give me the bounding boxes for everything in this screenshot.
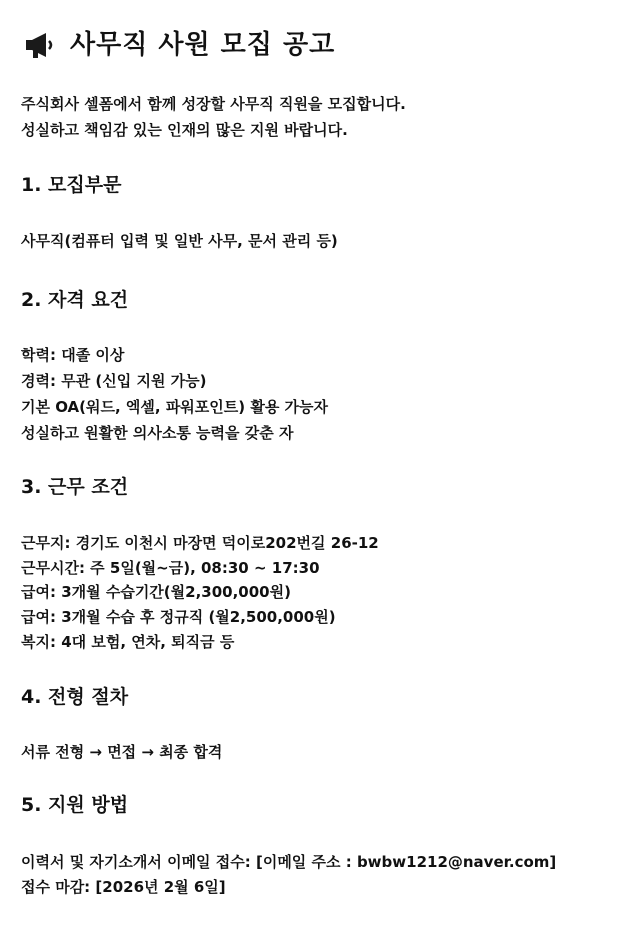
condition-salary-regular: 급여: 3개월 수습 후 정규직 (월2,500,000원) <box>21 608 336 626</box>
application-deadline: 접수 마감: [2026년 2월 6일] <box>21 878 226 896</box>
intro-line-2: 성실하고 책임감 있는 인재의 많은 지원 바랍니다. <box>21 121 348 139</box>
page-title: 사무직 사원 모집 공고 <box>70 30 336 60</box>
application-email: 이력서 및 자기소개서 이메일 접수: [이메일 주소 : bwbw1212@naver.com] <box>21 853 557 871</box>
qualification-experience: 경력: 무관 (신입 지원 가능) <box>21 372 207 390</box>
section-heading-application: 5. 지원 방법 <box>21 794 129 816</box>
process-steps: 서류 전형 → 면접 → 최종 합격 <box>21 743 223 761</box>
qualification-communication: 성실하고 원활한 의사소통 능력을 갖춘 자 <box>21 424 294 442</box>
recruitment-detail: 사무직(컴퓨터 입력 및 일반 사무, 문서 관리 등) <box>21 232 338 250</box>
qualification-oa: 기본 OA(워드, 엑셀, 파워포인트) 활용 가능자 <box>21 398 329 416</box>
qualification-education: 학력: 대졸 이상 <box>21 346 125 364</box>
condition-benefits: 복지: 4대 보험, 연차, 퇴직금 등 <box>21 633 235 651</box>
megaphone-icon <box>24 30 56 60</box>
condition-hours: 근무시간: 주 5일(월~금), 08:30 ~ 17:30 <box>21 559 320 577</box>
section-heading-qualifications: 2. 자격 요건 <box>21 289 129 311</box>
title-row <box>24 28 335 62</box>
section-heading-conditions: 3. 근무 조건 <box>21 476 129 498</box>
condition-location: 근무지: 경기도 이천시 마장면 덕이로202번길 26-12 <box>21 534 379 552</box>
condition-salary-probation: 급여: 3개월 수습기간(월2,300,000원) <box>21 583 291 601</box>
intro-line-1: 주식회사 셀폼에서 함께 성장할 사무직 직원을 모집합니다. <box>21 95 406 113</box>
section-heading-process: 4. 전형 절차 <box>21 686 129 708</box>
section-heading-recruitment: 1. 모집부문 <box>21 174 122 196</box>
